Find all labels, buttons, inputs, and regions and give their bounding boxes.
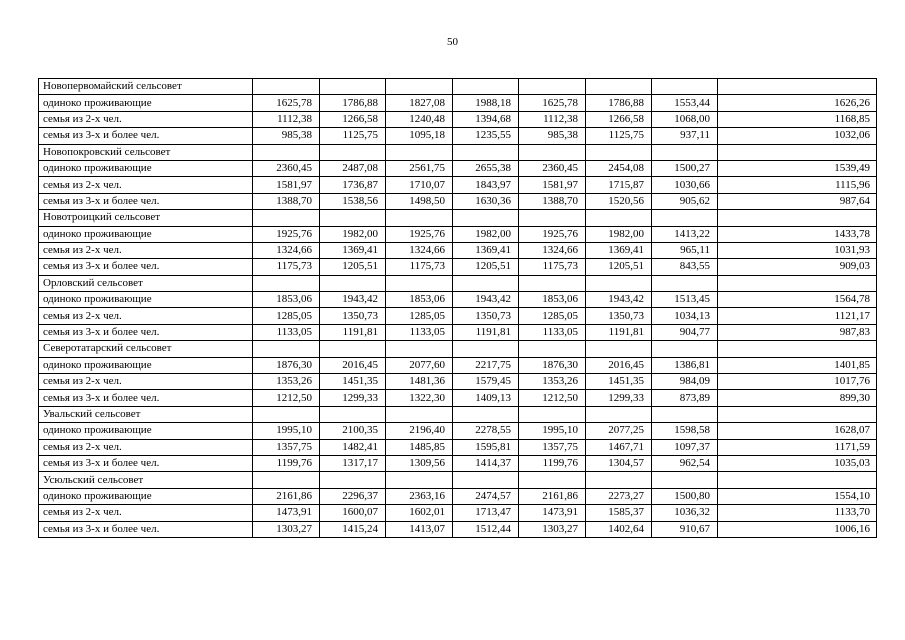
row-label: одиноко проживающие [39, 488, 253, 504]
empty-cell [652, 144, 718, 160]
section-name: Новопервомайский сельсовет [39, 79, 253, 95]
table-row [39, 160, 877, 176]
value-cell: 1581,97 [253, 177, 320, 193]
value-cell: 2487,08 [320, 160, 386, 176]
row-label: семья из 3-х и более чел. [39, 455, 253, 471]
empty-cell [652, 79, 718, 95]
empty-cell [253, 79, 320, 95]
value-cell: 1564,78 [718, 292, 877, 308]
table-row [39, 390, 877, 406]
value-cell: 1988,18 [453, 95, 519, 111]
value-cell: 2363,16 [386, 488, 453, 504]
value-cell: 2273,27 [586, 488, 652, 504]
row-label: семья из 3-х и более чел. [39, 521, 253, 537]
value-cell: 1995,10 [253, 423, 320, 439]
value-cell: 1353,26 [519, 374, 586, 390]
section-header-row [39, 144, 877, 160]
value-cell: 1205,51 [586, 259, 652, 275]
empty-cell [453, 472, 519, 488]
value-cell: 1168,85 [718, 111, 877, 127]
value-cell: 1133,05 [386, 324, 453, 340]
empty-cell [652, 406, 718, 422]
empty-cell [320, 341, 386, 357]
value-cell: 1285,05 [519, 308, 586, 324]
empty-cell [718, 144, 877, 160]
empty-cell [253, 472, 320, 488]
value-cell: 1266,58 [320, 111, 386, 127]
value-cell: 843,55 [652, 259, 718, 275]
value-cell: 1500,80 [652, 488, 718, 504]
value-cell: 1538,56 [320, 193, 386, 209]
value-cell: 1034,13 [652, 308, 718, 324]
value-cell: 2196,40 [386, 423, 453, 439]
row-label: семья из 2-х чел. [39, 439, 253, 455]
value-cell: 2655,38 [453, 160, 519, 176]
value-cell: 1212,50 [253, 390, 320, 406]
value-cell: 1303,27 [253, 521, 320, 537]
value-cell: 1095,18 [386, 128, 453, 144]
value-cell: 2278,55 [453, 423, 519, 439]
table-row [39, 521, 877, 537]
value-cell: 1097,37 [652, 439, 718, 455]
value-cell: 1409,13 [453, 390, 519, 406]
value-cell: 910,67 [652, 521, 718, 537]
empty-cell [586, 341, 652, 357]
value-cell: 1600,07 [320, 505, 386, 521]
row-label: семья из 2-х чел. [39, 177, 253, 193]
empty-cell [652, 341, 718, 357]
empty-cell [320, 275, 386, 291]
value-cell: 1205,51 [453, 259, 519, 275]
value-cell: 1017,76 [718, 374, 877, 390]
empty-cell [652, 472, 718, 488]
value-cell: 2077,60 [386, 357, 453, 373]
value-cell: 1035,03 [718, 455, 877, 471]
value-cell: 1413,07 [386, 521, 453, 537]
empty-cell [253, 275, 320, 291]
value-cell: 1350,73 [453, 308, 519, 324]
empty-cell [586, 210, 652, 226]
value-cell: 1876,30 [253, 357, 320, 373]
value-cell: 1324,66 [253, 242, 320, 258]
page-number: 50 [447, 36, 458, 48]
value-cell: 1350,73 [586, 308, 652, 324]
empty-cell [586, 406, 652, 422]
tariff-table [38, 78, 877, 538]
section-name: Увальский сельсовет [39, 406, 253, 422]
empty-cell [519, 406, 586, 422]
table-row [39, 226, 877, 242]
value-cell: 1943,42 [586, 292, 652, 308]
table-row [39, 455, 877, 471]
empty-cell [320, 144, 386, 160]
empty-cell [320, 210, 386, 226]
value-cell: 2161,86 [253, 488, 320, 504]
value-cell: 1212,50 [519, 390, 586, 406]
value-cell: 1388,70 [253, 193, 320, 209]
value-cell: 1853,06 [253, 292, 320, 308]
value-cell: 1324,66 [386, 242, 453, 258]
value-cell: 1982,00 [453, 226, 519, 242]
value-cell: 1943,42 [320, 292, 386, 308]
value-cell: 1513,45 [652, 292, 718, 308]
value-cell: 1736,87 [320, 177, 386, 193]
empty-cell [453, 341, 519, 357]
empty-cell [519, 210, 586, 226]
value-cell: 1520,56 [586, 193, 652, 209]
value-cell: 1473,91 [253, 505, 320, 521]
value-cell: 1125,75 [320, 128, 386, 144]
value-cell: 2561,75 [386, 160, 453, 176]
section-name: Орловский сельсовет [39, 275, 253, 291]
empty-cell [453, 144, 519, 160]
row-label: одиноко проживающие [39, 226, 253, 242]
value-cell: 1710,07 [386, 177, 453, 193]
table-body [39, 79, 877, 538]
value-cell: 1413,22 [652, 226, 718, 242]
empty-cell [718, 341, 877, 357]
empty-cell [718, 406, 877, 422]
value-cell: 1876,30 [519, 357, 586, 373]
row-label: семья из 3-х и более чел. [39, 259, 253, 275]
value-cell: 1602,01 [386, 505, 453, 521]
value-cell: 965,11 [652, 242, 718, 258]
section-header-row [39, 341, 877, 357]
empty-cell [453, 406, 519, 422]
empty-cell [519, 341, 586, 357]
value-cell: 909,03 [718, 259, 877, 275]
value-cell: 1995,10 [519, 423, 586, 439]
value-cell: 1512,44 [453, 521, 519, 537]
table-row [39, 439, 877, 455]
table-row [39, 357, 877, 373]
value-cell: 1240,48 [386, 111, 453, 127]
value-cell: 1299,33 [586, 390, 652, 406]
empty-cell [386, 210, 453, 226]
value-cell: 1353,26 [253, 374, 320, 390]
value-cell: 1786,88 [320, 95, 386, 111]
table-row [39, 488, 877, 504]
value-cell: 937,11 [652, 128, 718, 144]
value-cell: 2077,25 [586, 423, 652, 439]
value-cell: 2474,57 [453, 488, 519, 504]
value-cell: 1199,76 [519, 455, 586, 471]
empty-cell [652, 210, 718, 226]
value-cell: 1579,45 [453, 374, 519, 390]
empty-cell [453, 275, 519, 291]
empty-cell [453, 79, 519, 95]
table-row [39, 292, 877, 308]
row-label: семья из 2-х чел. [39, 308, 253, 324]
value-cell: 2100,35 [320, 423, 386, 439]
value-cell: 1482,41 [320, 439, 386, 455]
value-cell: 1191,81 [586, 324, 652, 340]
empty-cell [718, 79, 877, 95]
value-cell: 1485,85 [386, 439, 453, 455]
value-cell: 1388,70 [519, 193, 586, 209]
table-row [39, 423, 877, 439]
value-cell: 1285,05 [386, 308, 453, 324]
value-cell: 1414,37 [453, 455, 519, 471]
value-cell: 1585,37 [586, 505, 652, 521]
value-cell: 1115,96 [718, 177, 877, 193]
value-cell: 899,30 [718, 390, 877, 406]
value-cell: 1853,06 [519, 292, 586, 308]
value-cell: 2016,45 [320, 357, 386, 373]
value-cell: 1982,00 [586, 226, 652, 242]
value-cell: 1498,50 [386, 193, 453, 209]
row-label: одиноко проживающие [39, 292, 253, 308]
value-cell: 1121,17 [718, 308, 877, 324]
row-label: одиноко проживающие [39, 160, 253, 176]
row-label: семья из 2-х чел. [39, 374, 253, 390]
empty-cell [320, 406, 386, 422]
empty-cell [253, 144, 320, 160]
value-cell: 1943,42 [453, 292, 519, 308]
value-cell: 1433,78 [718, 226, 877, 242]
value-cell: 1191,81 [453, 324, 519, 340]
value-cell: 1266,58 [586, 111, 652, 127]
section-name: Северотатарский сельсовет [39, 341, 253, 357]
value-cell: 1235,55 [453, 128, 519, 144]
table-row [39, 308, 877, 324]
value-cell: 1171,59 [718, 439, 877, 455]
value-cell: 962,54 [652, 455, 718, 471]
value-cell: 1303,27 [519, 521, 586, 537]
section-header-row [39, 275, 877, 291]
value-cell: 1401,85 [718, 357, 877, 373]
table-row [39, 128, 877, 144]
section-name: Новотроицкий сельсовет [39, 210, 253, 226]
row-label: одиноко проживающие [39, 95, 253, 111]
section-name: Новопокровский сельсовет [39, 144, 253, 160]
value-cell: 1481,36 [386, 374, 453, 390]
value-cell: 1625,78 [253, 95, 320, 111]
value-cell: 1451,35 [586, 374, 652, 390]
empty-cell [586, 144, 652, 160]
value-cell: 1175,73 [253, 259, 320, 275]
value-cell: 1715,87 [586, 177, 652, 193]
value-cell: 1317,17 [320, 455, 386, 471]
empty-cell [386, 144, 453, 160]
value-cell: 1309,56 [386, 455, 453, 471]
value-cell: 987,64 [718, 193, 877, 209]
empty-cell [718, 210, 877, 226]
row-label: одиноко проживающие [39, 423, 253, 439]
value-cell: 1473,91 [519, 505, 586, 521]
value-cell: 1386,81 [652, 357, 718, 373]
value-cell: 1175,73 [519, 259, 586, 275]
table-row [39, 324, 877, 340]
empty-cell [718, 472, 877, 488]
row-label: семья из 2-х чел. [39, 111, 253, 127]
empty-cell [386, 275, 453, 291]
section-header-row [39, 210, 877, 226]
value-cell: 2217,75 [453, 357, 519, 373]
value-cell: 1304,57 [586, 455, 652, 471]
empty-cell [718, 275, 877, 291]
value-cell: 1402,64 [586, 521, 652, 537]
value-cell: 1030,66 [652, 177, 718, 193]
value-cell: 1031,93 [718, 242, 877, 258]
value-cell: 1843,97 [453, 177, 519, 193]
table-row [39, 193, 877, 209]
value-cell: 1357,75 [519, 439, 586, 455]
empty-cell [586, 275, 652, 291]
value-cell: 1581,97 [519, 177, 586, 193]
value-cell: 1369,41 [586, 242, 652, 258]
value-cell: 1133,05 [253, 324, 320, 340]
value-cell: 904,77 [652, 324, 718, 340]
value-cell: 1133,05 [519, 324, 586, 340]
value-cell: 1553,44 [652, 95, 718, 111]
row-label: семья из 3-х и более чел. [39, 193, 253, 209]
table-row [39, 259, 877, 275]
value-cell: 1175,73 [386, 259, 453, 275]
value-cell: 987,83 [718, 324, 877, 340]
value-cell: 1925,76 [519, 226, 586, 242]
section-header-row [39, 472, 877, 488]
value-cell: 1982,00 [320, 226, 386, 242]
value-cell: 1630,36 [453, 193, 519, 209]
value-cell: 1786,88 [586, 95, 652, 111]
value-cell: 1628,07 [718, 423, 877, 439]
value-cell: 1369,41 [453, 242, 519, 258]
value-cell: 1853,06 [386, 292, 453, 308]
value-cell: 1925,76 [253, 226, 320, 242]
value-cell: 1112,38 [253, 111, 320, 127]
empty-cell [652, 275, 718, 291]
value-cell: 1595,81 [453, 439, 519, 455]
value-cell: 1199,76 [253, 455, 320, 471]
empty-cell [386, 79, 453, 95]
empty-cell [386, 341, 453, 357]
value-cell: 1112,38 [519, 111, 586, 127]
value-cell: 2360,45 [253, 160, 320, 176]
value-cell: 1598,58 [652, 423, 718, 439]
value-cell: 2454,08 [586, 160, 652, 176]
value-cell: 905,62 [652, 193, 718, 209]
value-cell: 985,38 [519, 128, 586, 144]
value-cell: 873,89 [652, 390, 718, 406]
value-cell: 1350,73 [320, 308, 386, 324]
row-label: семья из 3-х и более чел. [39, 390, 253, 406]
value-cell: 1036,32 [652, 505, 718, 521]
empty-cell [320, 79, 386, 95]
value-cell: 1925,76 [386, 226, 453, 242]
table-row [39, 505, 877, 521]
table-row [39, 111, 877, 127]
value-cell: 1500,27 [652, 160, 718, 176]
empty-cell [586, 79, 652, 95]
value-cell: 1006,16 [718, 521, 877, 537]
table-row [39, 242, 877, 258]
empty-cell [320, 472, 386, 488]
value-cell: 1394,68 [453, 111, 519, 127]
value-cell: 1369,41 [320, 242, 386, 258]
row-label: семья из 2-х чел. [39, 242, 253, 258]
value-cell: 1324,66 [519, 242, 586, 258]
value-cell: 1032,06 [718, 128, 877, 144]
empty-cell [253, 341, 320, 357]
value-cell: 1299,33 [320, 390, 386, 406]
empty-cell [519, 472, 586, 488]
section-name: Усюльский сельсовет [39, 472, 253, 488]
value-cell: 1626,26 [718, 95, 877, 111]
value-cell: 1357,75 [253, 439, 320, 455]
empty-cell [386, 472, 453, 488]
value-cell: 1415,24 [320, 521, 386, 537]
row-label: одиноко проживающие [39, 357, 253, 373]
value-cell: 2360,45 [519, 160, 586, 176]
value-cell: 1467,71 [586, 439, 652, 455]
value-cell: 1827,08 [386, 95, 453, 111]
value-cell: 2016,45 [586, 357, 652, 373]
value-cell: 1133,70 [718, 505, 877, 521]
value-cell: 2296,37 [320, 488, 386, 504]
value-cell: 1451,35 [320, 374, 386, 390]
value-cell: 984,09 [652, 374, 718, 390]
row-label: семья из 2-х чел. [39, 505, 253, 521]
value-cell: 1125,75 [586, 128, 652, 144]
value-cell: 1068,00 [652, 111, 718, 127]
value-cell: 1539,49 [718, 160, 877, 176]
value-cell: 1713,47 [453, 505, 519, 521]
value-cell: 1285,05 [253, 308, 320, 324]
empty-cell [253, 406, 320, 422]
row-label: семья из 3-х и более чел. [39, 324, 253, 340]
section-header-row [39, 406, 877, 422]
empty-cell [519, 144, 586, 160]
table-row [39, 177, 877, 193]
empty-cell [253, 210, 320, 226]
section-header-row [39, 79, 877, 95]
value-cell: 1191,81 [320, 324, 386, 340]
table-row [39, 95, 877, 111]
empty-cell [386, 406, 453, 422]
value-cell: 985,38 [253, 128, 320, 144]
table-row [39, 374, 877, 390]
value-cell: 1554,10 [718, 488, 877, 504]
value-cell: 1205,51 [320, 259, 386, 275]
value-cell: 2161,86 [519, 488, 586, 504]
empty-cell [519, 275, 586, 291]
empty-cell [586, 472, 652, 488]
empty-cell [519, 79, 586, 95]
value-cell: 1322,30 [386, 390, 453, 406]
row-label: семья из 3-х и более чел. [39, 128, 253, 144]
value-cell: 1625,78 [519, 95, 586, 111]
empty-cell [453, 210, 519, 226]
